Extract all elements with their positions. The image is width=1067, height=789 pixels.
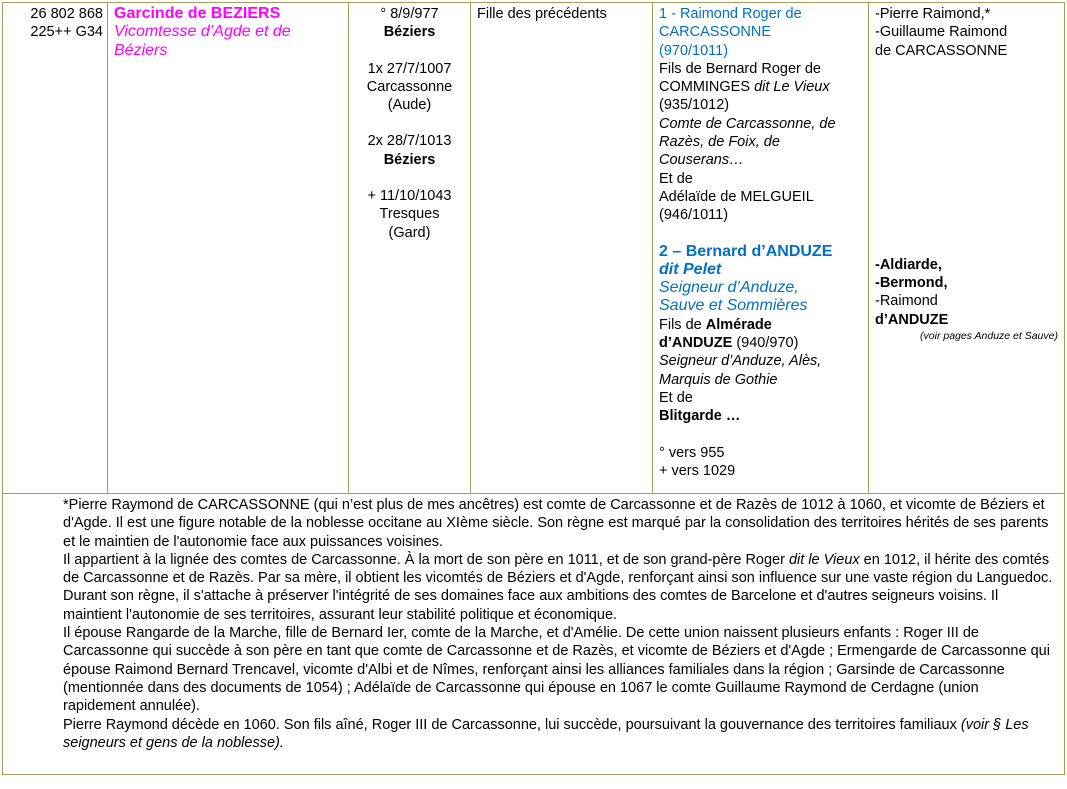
spouse1-and: Et de — [659, 170, 693, 187]
children-cell — [869, 3, 1064, 493]
birth-place: Béziers — [383, 24, 436, 41]
spouse2-father-title-2: Marquis de Gothie — [659, 371, 778, 388]
note-paragraph-3: Durant son règne, il s'attache à préserver l'intégrité de ses domaines face aux ambitions des comtes de Barcelone et d'autres seigneurs voisins. Il maintient l'autonomie de ses territoires, assurant leur stabilité politique et économique. — [63, 588, 999, 623]
spouse2-father-1: Fils de Almérade — [659, 316, 772, 333]
birth-date: ° 8/9/977 — [380, 6, 439, 22]
spouses-cell — [653, 3, 869, 493]
person-cell — [108, 3, 349, 493]
death-date: + 11/10/1043 — [367, 188, 452, 205]
spouse1-father-dates: (935/1012) — [659, 97, 730, 114]
spouse2-title-1: Seigneur d’Anduze, — [659, 279, 799, 297]
spouse2-death: + vers 1029 — [659, 462, 736, 479]
spouse1-name-2: CARCASSONNE — [659, 24, 771, 41]
spouse2-name-1: 2 – Bernard d’ANDUZE — [659, 242, 833, 260]
spouse1-mother-dates: (946/1011) — [659, 207, 729, 224]
spouse2-father-title-1: Seigneur d’Anduze, Alès, — [659, 353, 822, 370]
spouse1-name-1: 1 - Raimond Roger de — [659, 6, 802, 22]
child-5-surname: d’ANDUZE — [875, 311, 949, 328]
marriage1-date: 1x 27/7/1007 — [367, 60, 452, 77]
spouse1-father-2: COMMINGES dit Le Vieux — [659, 79, 830, 96]
spouse2-mother: Blitgarde … — [659, 408, 741, 425]
row-divider — [3, 493, 1064, 494]
children-note: (voir pages Anduze et Sauve) — [920, 330, 1058, 343]
sosa-number: 26 802 868 — [30, 6, 103, 22]
spouse2-birth: ° vers 955 — [659, 444, 725, 461]
person-title-1: Vicomtesse d’Agde et de — [114, 23, 291, 41]
person-title-2: Béziers — [114, 41, 168, 59]
spouse1-father-title-3: Couserans… — [659, 152, 744, 169]
spouse1-father-title-2: Razès, de Foix, de — [659, 134, 780, 151]
parents-text: Fille des précédents — [477, 6, 607, 22]
spouse1-father-1: Fils de Bernard Roger de — [659, 60, 821, 77]
marriage1-region: (Aude) — [387, 97, 432, 114]
child-2: -Guillaume Raimond — [875, 24, 1008, 41]
genealogy-table — [2, 2, 1065, 775]
sosa-number-cell — [3, 3, 108, 493]
spouse2-title-2: Sauve et Sommières — [659, 297, 808, 315]
child-4: -Bermond, — [875, 275, 948, 292]
notes-block — [63, 496, 1053, 752]
note-paragraph-4: Il épouse Rangarde de la Marche, fille de Bernard Ier, comte de la Marche, et d'Amélie. De cette union naissent plusieurs enfants : Roger III de Carcassonne qui succède à son père en tant que comte de Carcassonne et de Razès, et vicomte de Béziers et d'Agde ; Ermengarde de Carcassonne qui épouse Raimond Bernard Trencavel, vicomte d'Albi et de Nîmes, renforçant ainsi les alliances familiales dans la région ; Garsinde de Carcassonne (mentionnée dans des documents de 1054) ; Adélaïde de Carcassonne qui épouse en 1067 le comte Guillaume Raymond de Cerdagne (union rapidement annulée). — [63, 625, 1050, 715]
spouse2-father-2: d’ANDUZE (940/970) — [659, 335, 799, 352]
child-5: -Raimond — [875, 293, 938, 310]
spouse1-dates: (970/1011) — [659, 42, 729, 59]
generation-ref: 225++ G34 — [30, 24, 103, 41]
child-2-surname: de CARCASSONNE — [875, 42, 1008, 59]
note-paragraph-5: Pierre Raymond décède en 1060. Son fils aîné, Roger III de Carcassonne, lui succède, poursuivant la gouvernance des territoires familiaux (voir § Les seigneurs et gens de la noblesse). — [63, 716, 1029, 751]
death-region: (Gard) — [388, 224, 431, 241]
child-1: -Pierre Raimond,* — [875, 6, 991, 22]
marriage2-place: Béziers — [383, 151, 436, 168]
spouse1-father-title-1: Comte de Carcassonne, de — [659, 115, 836, 132]
note-paragraph-2: Il appartient à la lignée des comtes de Carcassonne. À la mort de son père en 1011, et de son grand-père Roger dit le Vieux en 1012, il hérite des comtés de Carcassonne et de Razès. Par sa mère, il obtient les vicomtés de Béziers et d'Agde, renforçant ainsi son influence sur une vaste région du Languedoc. — [63, 551, 1053, 587]
spouse1-mother: Adélaïde de MELGUEIL — [659, 188, 814, 205]
person-name: Garcinde de BEZIERS — [114, 5, 281, 22]
marriage1-place: Carcassonne — [366, 78, 453, 95]
note-paragraph-1: *Pierre Raymond de CARCASSONNE (qui n’est plus de mes ancêtres) est comte de Carcassonne et de Razès de 1012 à 1060, et vicomte de Béziers et d'Agde. Il est une figure notable de la noblesse occitane au XIème siècle. Son règne est marqué par la consolidation des territoires hérités de ses parents et le maintien de l'autonomie face aux puissances voisines. — [63, 497, 1049, 550]
death-place: Tresques — [379, 206, 440, 223]
parents-cell — [471, 3, 653, 493]
spouse2-name-2: dit Pelet — [659, 260, 722, 278]
dates-cell — [349, 3, 471, 493]
spouse2-and: Et de — [659, 389, 693, 406]
child-3: -Aldiarde, — [875, 256, 942, 273]
marriage2-date: 2x 28/7/1013 — [367, 133, 452, 150]
